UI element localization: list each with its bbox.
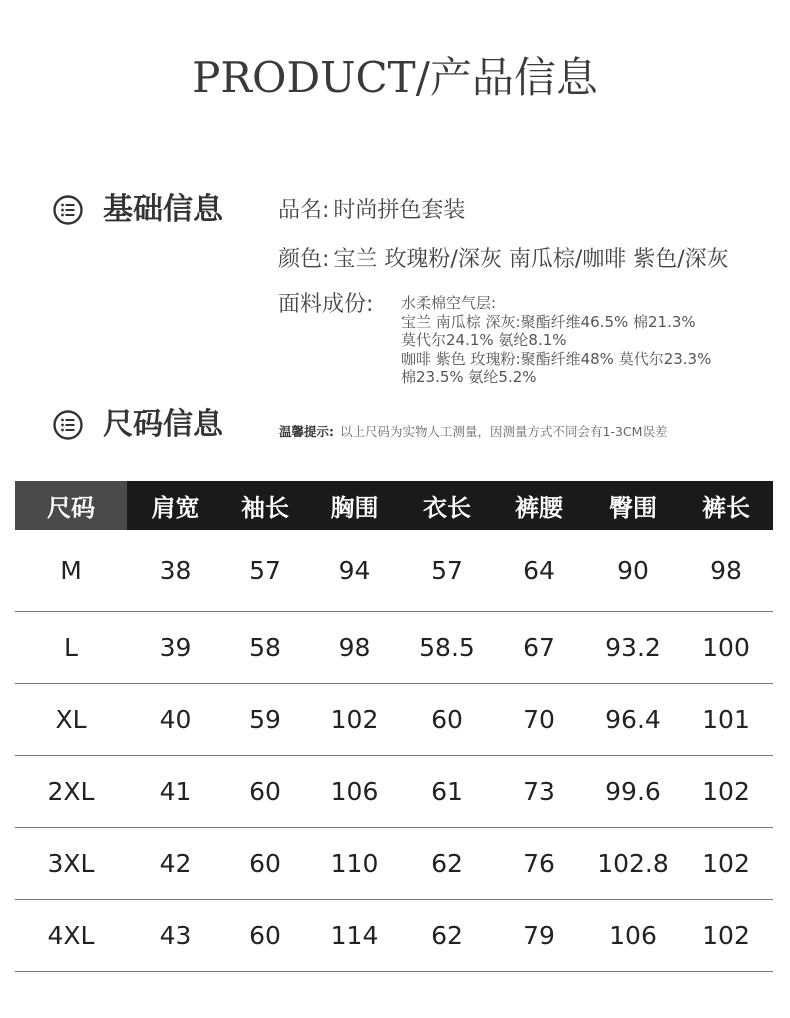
measurement-tip [279,423,667,441]
table-cell: 90 [587,530,679,612]
table-cell: 41 [127,756,224,828]
table-cell: 67 [491,612,587,684]
table-row [15,900,773,972]
basic-info-heading: 基础信息 [103,192,223,227]
column-header: 裤长 [679,481,773,530]
table-cell: 60 [224,900,306,972]
table-cell: 102 [679,828,773,900]
table-cell: 98 [306,612,403,684]
column-header: 臀围 [587,481,679,530]
tip-text: 以上尺码为实物人工测量，因测量方式不同会有1-3CM误差 [340,424,668,439]
table-cell: 110 [306,828,403,900]
table-cell: 99.6 [587,756,679,828]
table-cell: 70 [491,684,587,756]
table-cell: 114 [306,900,403,972]
table-cell: 106 [587,900,679,972]
fabric-line: 棉23.5% 氨纶5.2% [401,368,537,386]
tip-label: 温馨提示: [279,424,334,439]
table-cell: 4XL [15,900,127,972]
table-row [15,612,773,684]
table-row [15,684,773,756]
size-info-heading: 尺码信息 [103,407,223,442]
table-cell: 59 [224,684,306,756]
fabric-line: 莫代尔24.1% 氨纶8.1% [401,331,567,349]
column-header: 裤腰 [491,481,587,530]
table-cell: 102 [679,756,773,828]
table-cell: 106 [306,756,403,828]
table-cell: 60 [224,828,306,900]
table-cell: 39 [127,612,224,684]
product-name-value: 时尚拼色套装 [333,198,466,223]
table-cell: 60 [403,684,491,756]
table-row [15,530,773,612]
table-cell: 60 [224,756,306,828]
fabric-line: 咖啡 紫色 玫瑰粉:聚酯纤维48% 莫代尔23.3% [401,349,712,368]
table-cell: 76 [491,828,587,900]
fabric-label: 面料成份: [278,292,374,317]
page-title: PRODUCT/产品信息 [192,53,598,102]
table-cell: 57 [403,530,491,612]
table-cell: 73 [491,756,587,828]
table-cell: 94 [306,530,403,612]
color-row [278,245,729,275]
table-cell: 98 [679,530,773,612]
table-cell: 102 [306,684,403,756]
table-cell: 38 [127,530,224,612]
table-cell: XL [15,684,127,756]
table-cell: 79 [491,900,587,972]
table-cell: 42 [127,828,224,900]
table-cell: 93.2 [587,612,679,684]
table-row [15,756,773,828]
table-header-row [15,481,773,530]
product-name-label: 品名: [278,198,330,223]
fabric-composition [401,294,711,387]
size-table [15,481,773,972]
table-row [15,828,773,900]
table-cell: 43 [127,900,224,972]
table-cell: 62 [403,828,491,900]
table-cell: 40 [127,684,224,756]
list-icon [53,410,83,440]
color-label: 颜色: [278,247,330,272]
product-name-row [278,196,465,226]
table-cell: 58.5 [403,612,491,684]
column-header: 衣长 [403,481,491,530]
table-cell: 101 [679,684,773,756]
table-cell: L [15,612,127,684]
table-cell: 58 [224,612,306,684]
table-cell: 102 [679,900,773,972]
column-header: 肩宽 [127,481,224,530]
column-header: 胸围 [306,481,403,530]
fabric-line: 宝兰 南瓜棕 深灰:聚酯纤维46.5% 棉21.3% [401,312,696,331]
table-cell: 3XL [15,828,127,900]
table-cell: 2XL [15,756,127,828]
column-header: 袖长 [224,481,306,530]
table-cell: M [15,530,127,612]
table-cell: 64 [491,530,587,612]
table-cell: 100 [679,612,773,684]
list-icon [53,195,83,225]
table-cell: 96.4 [587,684,679,756]
table-cell: 62 [403,900,491,972]
column-header: 尺码 [15,481,127,530]
table-cell: 61 [403,756,491,828]
table-cell: 102.8 [587,828,679,900]
table-cell: 57 [224,530,306,612]
color-value: 宝兰 玫瑰粉/深灰 南瓜棕/咖啡 紫色/深灰 [333,247,729,272]
fabric-line: 水柔棉空气层: [401,294,497,312]
